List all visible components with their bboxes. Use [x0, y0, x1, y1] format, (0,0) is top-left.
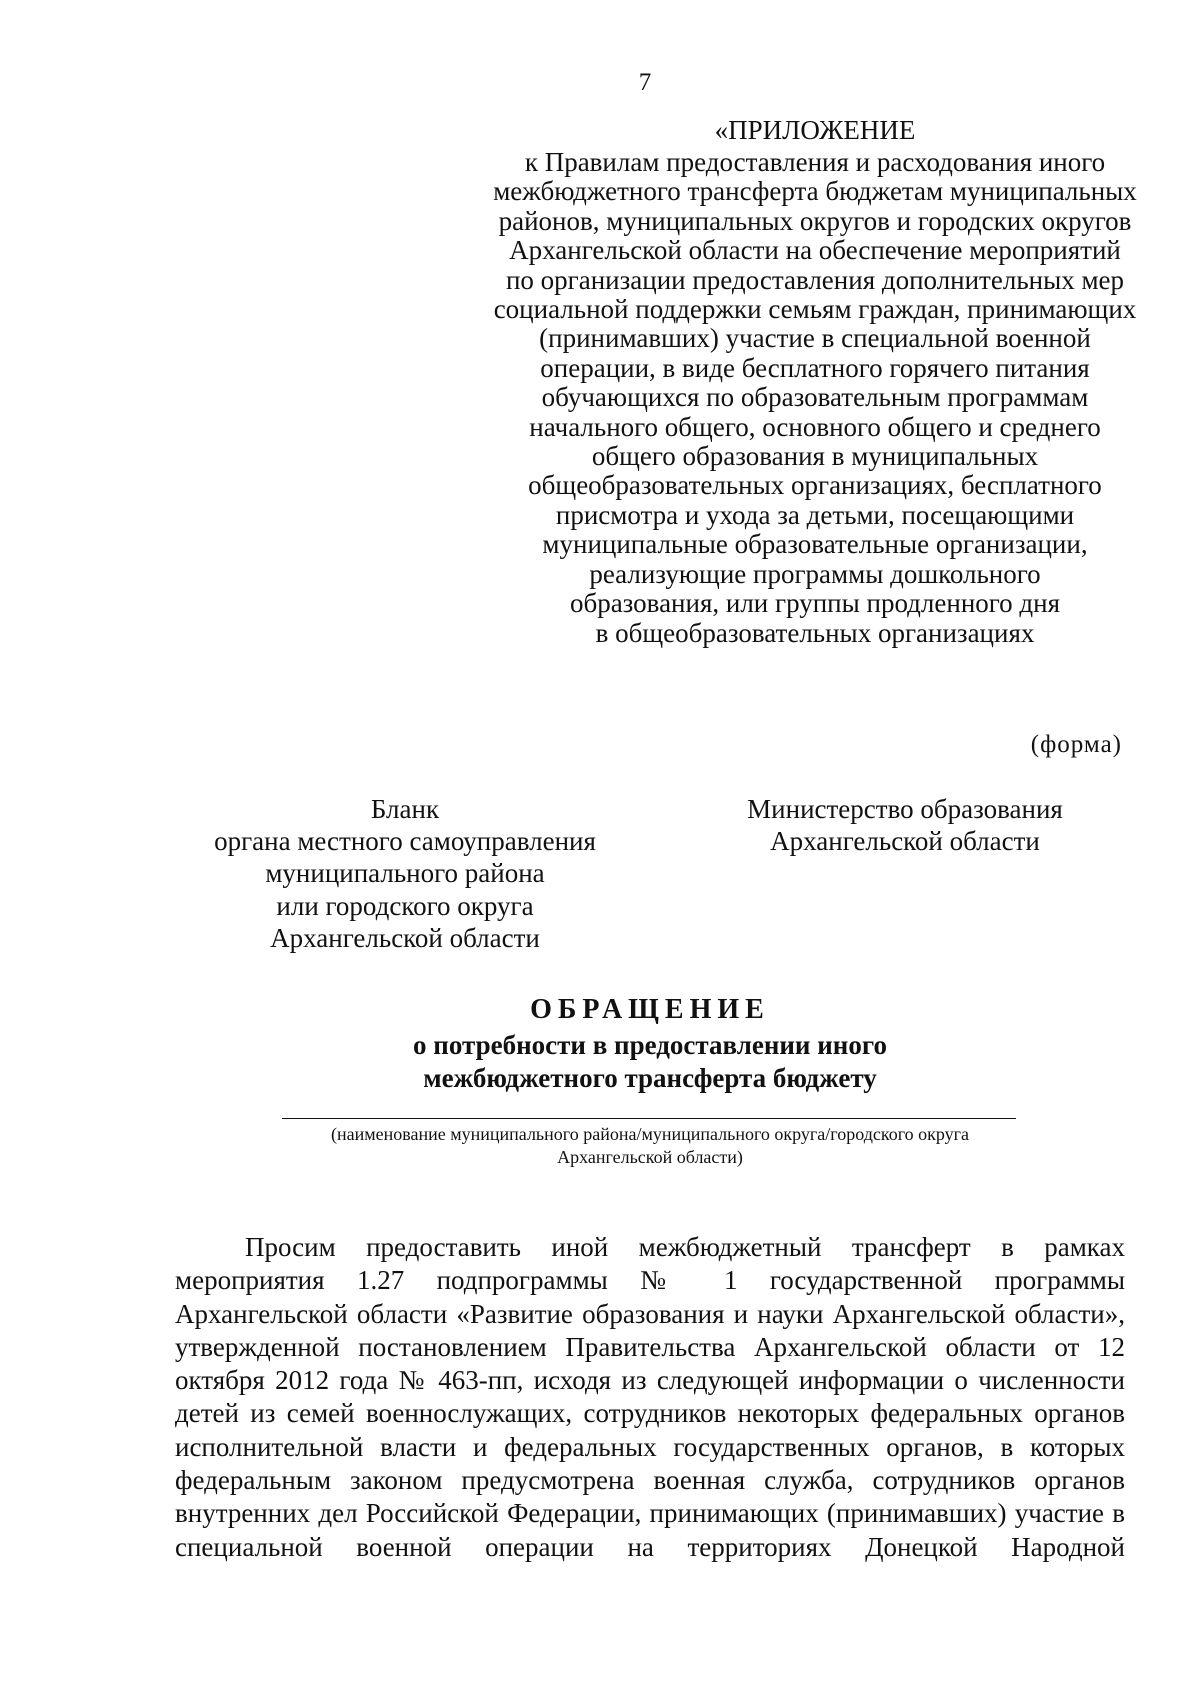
appendix-line: социальной поддержки семьям граждан, принимающих	[493, 294, 1137, 325]
field-caption-line: Архангельской области)	[557, 1147, 743, 1167]
letterhead-line: Архангельской области	[270, 922, 540, 953]
municipality-field-caption	[250, 1123, 1050, 1169]
letterhead-line: Бланк	[370, 794, 440, 824]
document-title: ОБРАЩЕНИЕ	[530, 994, 770, 1025]
document-subtitle-line: о потребности в предоставлении иного	[413, 1030, 887, 1060]
municipality-name-field-line	[282, 1118, 1016, 1119]
appendix-line: общего образования в муниципальных	[591, 441, 1039, 472]
page-number: 7	[638, 69, 652, 96]
appendix-line: образования, или группы продленного дня	[569, 588, 1061, 619]
addressee-line: Архангельской области	[770, 826, 1040, 857]
addressee-line: Министерство образования	[747, 794, 1063, 824]
appendix-line: реализующие программы дошкольного	[589, 558, 1041, 589]
letterhead-line: органа местного самоуправления	[214, 826, 596, 857]
form-mark: (форма)	[1030, 731, 1122, 758]
letterhead-placeholder	[175, 793, 635, 954]
appendix-line: общеобразовательных организациях, бесплатного	[528, 470, 1102, 501]
appendix-title: «ПРИЛОЖЕНИЕ	[714, 115, 916, 145]
letterhead-line: муниципального района	[265, 858, 545, 889]
appendix-line: по организации предоставления дополнительных мер	[505, 264, 1125, 295]
document-subtitle	[0, 1029, 1200, 1095]
appendix-line: присмотра и ухода за детьми, посещающими	[555, 499, 1075, 530]
field-caption-line: (наименование муниципального района/муниципального округа/городского округа	[330, 1124, 970, 1144]
body-paragraph: Просим предоставить иной межбюджетный трансферт в рамках мероприятия 1.27 подпрограммы № 1 государственной программы Архангельской области «Развитие образования и науки Архангельской области», утвержденной постановлением Правительства Архангельской области от 12 октября 2012 года № 463-пп, исходя из следующей информации о численности детей из семей военнослужащих, сотрудников некоторых федеральных органов исполнительной власти и федеральных государственных органов, в которых федеральным законом предусмотрена военная служба, сотрудников органов внутренних дел Российской Федерации, принимающих (принимавших) участие в специальной военной операции на территориях Донецкой Народной	[175, 1232, 1125, 1562]
appendix-block	[400, 112, 1200, 648]
appendix-line: к Правилам предоставления и расходования иного	[524, 147, 1106, 177]
appendix-line: начального общего, основного общего и среднего	[529, 411, 1101, 442]
addressee-block	[690, 793, 1120, 857]
appendix-line: Архангельской области на обеспечение мероприятий	[509, 235, 1121, 266]
appendix-line: операции, в виде бесплатного горячего питания	[540, 352, 1090, 383]
letterhead-line: или городского округа	[276, 890, 534, 921]
appendix-line: в общеобразовательных организациях	[595, 617, 1035, 648]
appendix-line: обучающихся по образовательным программам	[541, 382, 1089, 413]
appendix-line: (принимавших) участие в специальной военной	[539, 323, 1091, 354]
appendix-line: межбюджетного трансферта бюджетам муниципальных	[493, 176, 1137, 207]
appendix-line: районов, муниципальных округов и городских округов	[498, 205, 1132, 236]
appendix-line: муниципальные образовательные организации,	[542, 529, 1088, 560]
document-subtitle-line: межбюджетного трансферта бюджету	[423, 1063, 877, 1093]
